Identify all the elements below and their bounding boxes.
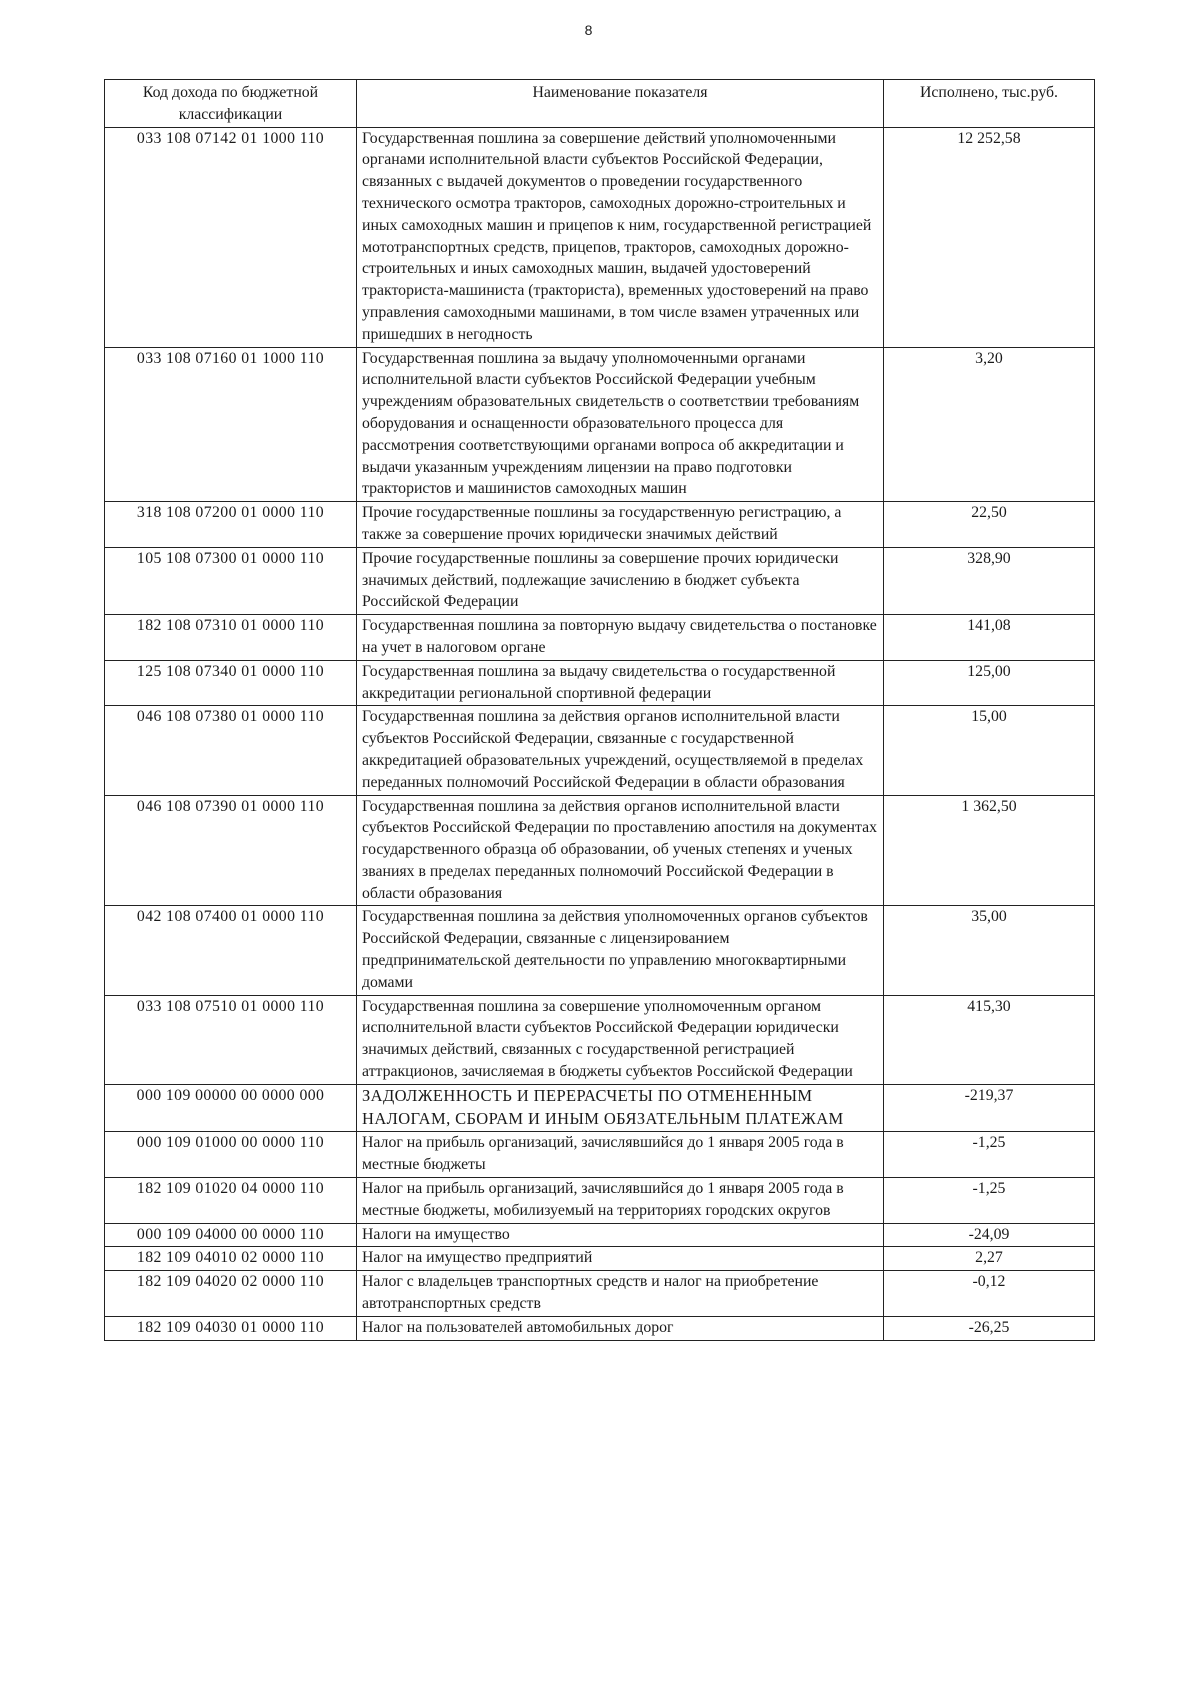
row-value: 2,27 (884, 1247, 1095, 1271)
header-value: Исполнено, тыс.руб. (884, 80, 1095, 128)
table-row (105, 706, 1095, 795)
row-code: 033 108 07160 01 1000 110 (105, 347, 357, 502)
table-row (105, 795, 1095, 906)
row-value: -26,25 (884, 1316, 1095, 1340)
row-code: 105 108 07300 01 0000 110 (105, 547, 357, 614)
row-code: 046 108 07380 01 0000 110 (105, 706, 357, 795)
row-name: ЗАДОЛЖЕННОСТЬ И ПЕРЕРАСЧЕТЫ ПО ОТМЕНЕННЫМ НАЛОГАМ, СБОРАМ И ИНЫМ ОБЯЗАТЕЛЬНЫМ ПЛАТЕЖАМ (357, 1084, 884, 1132)
row-value: 125,00 (884, 660, 1095, 706)
row-name: Налог на имущество предприятий (357, 1247, 884, 1271)
header-name: Наименование показателя (357, 80, 884, 128)
row-code: 033 108 07510 01 0000 110 (105, 995, 357, 1084)
row-code: 182 108 07310 01 0000 110 (105, 615, 357, 661)
row-code: 125 108 07340 01 0000 110 (105, 660, 357, 706)
table-row (105, 1316, 1095, 1340)
row-name: Налог на прибыль организаций, зачислявшийся до 1 января 2005 года в местные бюджеты (357, 1132, 884, 1178)
table-row (105, 995, 1095, 1084)
row-code: 033 108 07142 01 1000 110 (105, 127, 357, 347)
row-name: Государственная пошлина за действия уполномоченных органов субъектов Российской Федерации, связанные с лицензированием предпринимательской деятельности по управлению многоквартирными домами (357, 906, 884, 995)
table-row (105, 660, 1095, 706)
budget-execution-table (104, 79, 1095, 1341)
row-value: 1 362,50 (884, 795, 1095, 906)
table-row (105, 347, 1095, 502)
row-name: Государственная пошлина за действия органов исполнительной власти субъектов Российской Федерации по проставлению апостиля на документах государственного образца об образовании, об ученых степенях и ученых званиях в пределах переданных полномочий Российской Федерации в области образования (357, 795, 884, 906)
row-name: Налог на пользователей автомобильных дорог (357, 1316, 884, 1340)
header-code: Код дохода по бюджетной классификации (105, 80, 357, 128)
table-header-row (105, 80, 1095, 128)
table-row (105, 615, 1095, 661)
table-row (105, 1223, 1095, 1247)
row-name: Прочие государственные пошлины за государственную регистрацию, а также за совершение прочих юридически значимых действий (357, 502, 884, 548)
row-code: 318 108 07200 01 0000 110 (105, 502, 357, 548)
row-value: 22,50 (884, 502, 1095, 548)
table-row (105, 1271, 1095, 1317)
row-code: 000 109 01000 00 0000 110 (105, 1132, 357, 1178)
row-value: 415,30 (884, 995, 1095, 1084)
table-row (105, 547, 1095, 614)
table-row (105, 1084, 1095, 1132)
row-name: Государственная пошлина за повторную выдачу свидетельства о постановке на учет в налоговом органе (357, 615, 884, 661)
row-value: -1,25 (884, 1132, 1095, 1178)
row-name: Государственная пошлина за выдачу уполномоченными органами исполнительной власти субъектов Российской Федерации учебным учреждениям образовательных свидетельств о соответствии требованиям оборудования и оснащенности образовательного процесса для рассмотрения соответствующими органами вопроса об аккредитации и выдачи указанным учреждениям лицензии на право подготовки трактористов и машинистов самоходных машин (357, 347, 884, 502)
row-value: -219,37 (884, 1084, 1095, 1132)
row-name: Налог с владельцев транспортных средств и налог на приобретение автотранспортных средств (357, 1271, 884, 1317)
table-row (105, 1177, 1095, 1223)
table-row (105, 1132, 1095, 1178)
row-value: 35,00 (884, 906, 1095, 995)
row-name: Государственная пошлина за совершение действий уполномоченными органами исполнительной власти субъектов Российской Федерации, связанных с выдачей документов о проведении государственного технического осмотра тракторов, самоходных дорожно-строительных и иных самоходных машин и прицепов к ним, государственной регистрацией мототранспортных средств, прицепов, тракторов, самоходных дорожно-строительных и иных самоходных машин, выдачей удостоверений тракториста-машиниста (тракториста), временных удостоверений на право управления самоходными машинами, в том числе взамен утраченных или пришедших в негодность (357, 127, 884, 347)
row-value: -0,12 (884, 1271, 1095, 1317)
row-code: 182 109 04020 02 0000 110 (105, 1271, 357, 1317)
row-code: 042 108 07400 01 0000 110 (105, 906, 357, 995)
row-code: 182 109 01020 04 0000 110 (105, 1177, 357, 1223)
row-code: 000 109 04000 00 0000 110 (105, 1223, 357, 1247)
table-row (105, 1247, 1095, 1271)
row-value: 12 252,58 (884, 127, 1095, 347)
table-row (105, 127, 1095, 347)
page-number: 8 (584, 22, 593, 38)
row-code: 046 108 07390 01 0000 110 (105, 795, 357, 906)
row-name: Налог на прибыль организаций, зачислявшийся до 1 января 2005 года в местные бюджеты, мобилизуемый на территориях городских округов (357, 1177, 884, 1223)
row-code: 182 109 04010 02 0000 110 (105, 1247, 357, 1271)
table-row (105, 502, 1095, 548)
row-value: 328,90 (884, 547, 1095, 614)
row-name: Прочие государственные пошлины за совершение прочих юридически значимых действий, подлежащие зачислению в бюджет субъекта Российской Федерации (357, 547, 884, 614)
row-value: -1,25 (884, 1177, 1095, 1223)
row-name: Государственная пошлина за действия органов исполнительной власти субъектов Российской Федерации, связанные с государственной аккредитацией образовательных учреждений, осуществляемой в пределах переданных полномочий Российской Федерации в области образования (357, 706, 884, 795)
row-value: 3,20 (884, 347, 1095, 502)
row-code: 000 109 00000 00 0000 000 (105, 1084, 357, 1132)
row-name: Государственная пошлина за совершение уполномоченным органом исполнительной власти субъектов Российской Федерации юридически значимых действий, связанных с государственной регистрацией аттракционов, зачисляемая в бюджеты субъектов Российской Федерации (357, 995, 884, 1084)
row-value: 15,00 (884, 706, 1095, 795)
table-row (105, 906, 1095, 995)
row-value: -24,09 (884, 1223, 1095, 1247)
row-name: Налоги на имущество (357, 1223, 884, 1247)
row-code: 182 109 04030 01 0000 110 (105, 1316, 357, 1340)
row-name: Государственная пошлина за выдачу свидетельства о государственной аккредитации региональной спортивной федерации (357, 660, 884, 706)
row-value: 141,08 (884, 615, 1095, 661)
